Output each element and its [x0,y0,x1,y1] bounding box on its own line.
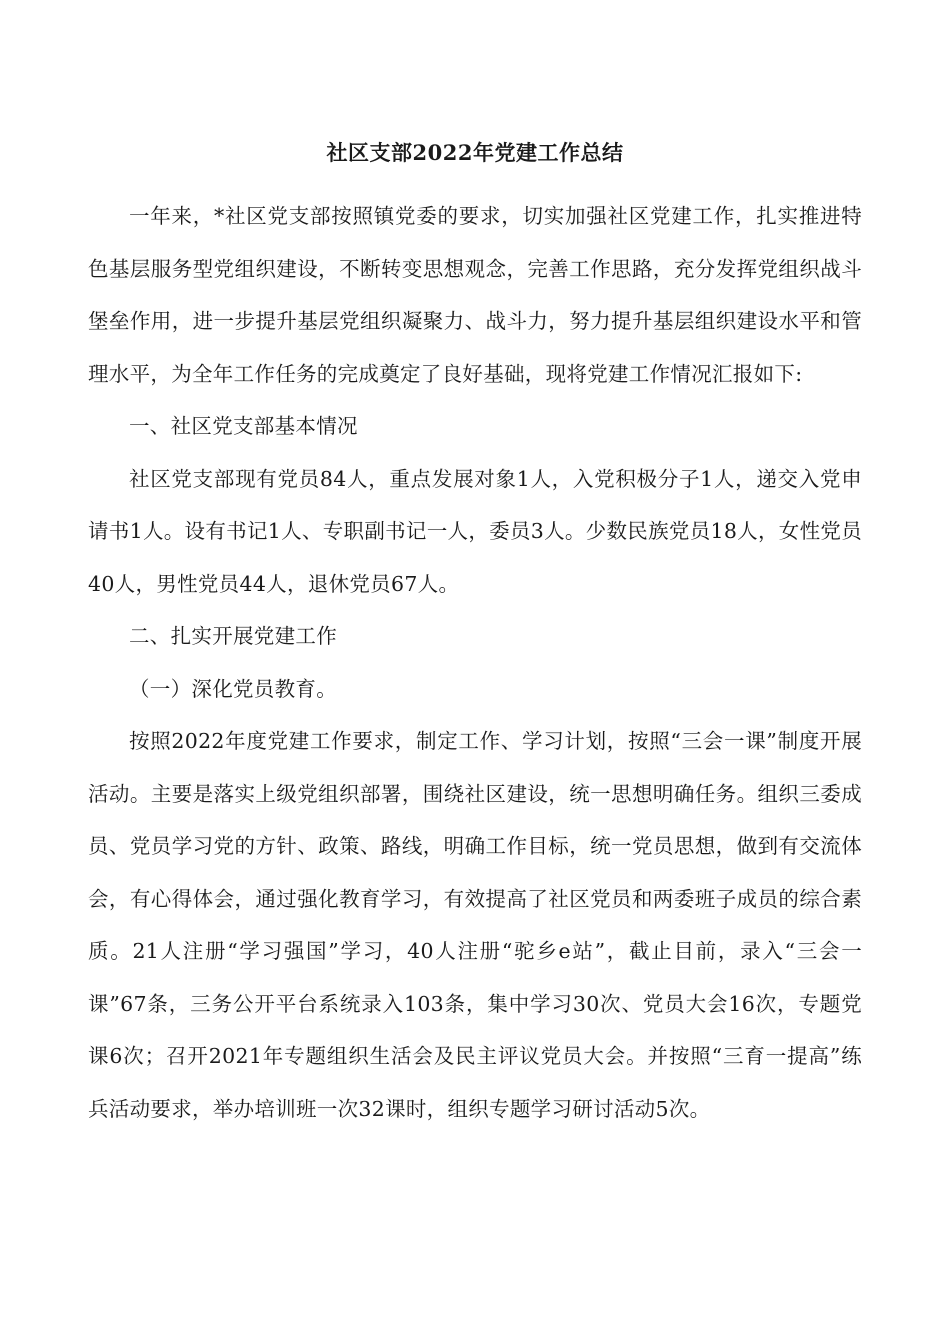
section-heading-party-work: 二、扎实开展党建工作 [129,624,337,648]
paragraph-intro: 一年来，*社区党支部按照镇党委的要求，切实加强社区党建工作，扎实推进特色基层服务型党组织建设，不断转变思想观念，完善工作思路，充分发挥党组织战斗堡垒作用，进一步提升基层党组织凝聚力、战斗力，努力提升基层组织建设水平和管理水平，为全年工作任务的完成奠定了良好基础，现将党建工作情况汇报如下: [88,204,862,386]
subsection-heading-education: （一）深化党员教育。 [129,676,337,701]
document-title: 社区支部2022年党建工作总结 [326,140,624,165]
document-body [88,138,862,1135]
paragraph-basic-info: 社区党支部现有党员84人，重点发展对象1人，入党积极分子1人，递交入党申请书1人。设有书记1人、专职副书记一人，委员3人。少数民族党员18人，女性党员40人，男性党员44人，退休党员67人。 [88,466,862,596]
section-heading-basic-info: 一、社区党支部基本情况 [129,414,358,438]
paragraph-education: 按照2022年度党建工作要求，制定工作、学习计划，按照“三会一课”制度开展活动。主要是落实上级党组织部署，围绕社区建设，统一思想明确任务。组织三委成员、党员学习党的方针、政策、路线，明确工作目标，统一党员思想，做到有交流体会，有心得体会，通过强化教育学习，有效提高了社区党员和两委班子成员的综合素质。21人注册“学习强国”学习，40人注册“驼乡e站”，截止目前，录入“三会一课”67条，三务公开平台系统录入103条，集中学习30次、党员大会16次，专题党课6次；召开2021年专题组织生活会及民主评议党员大会。并按照“三育一提高”练兵活动要求，举办培训班一次32课时，组织专题学习研讨活动5次。 [88,729,862,1121]
